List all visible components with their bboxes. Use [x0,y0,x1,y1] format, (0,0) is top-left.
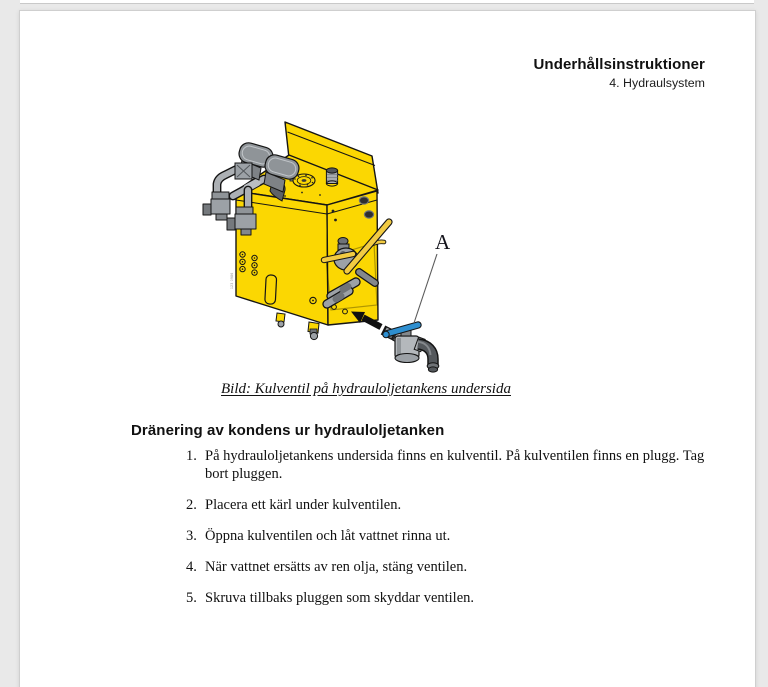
previous-page-edge [20,0,754,4]
instruction-step [186,527,716,545]
breather-cylinder [326,168,337,186]
instruction-step [186,558,716,576]
callout-leader-line [414,254,437,323]
doc-title: Underhållsinstruktioner [533,56,705,73]
step-number: 3. [186,528,197,544]
step-number: 4. [186,559,197,575]
document-page [19,10,756,687]
step-text: På hydrauloljetankens undersida finns en kulventil. På kulventilen finns en plugg. Tag bort pluggen. [205,448,705,482]
hydraulic-tank-illustration [185,108,475,375]
ball-valve [383,325,439,372]
doc-subtitle: 4. Hydraulsystem [609,76,705,90]
port-hole [364,211,373,218]
step-text: Skruva tillbaks pluggen som skyddar ventilen. [205,590,475,606]
callout-a [414,230,451,323]
section-heading: Dränering av kondens ur hydrauloljetanken [131,422,445,439]
page-header [534,56,706,90]
valve-block-1 [203,192,230,220]
part-number-text: 123 0986 [230,272,234,289]
instruction-step [186,496,716,514]
step-number: 5. [186,590,197,606]
step-text: När vattnet ersätts av ren olja, stäng ventilen. [205,559,468,575]
step-number: 2. [186,497,197,513]
callout-label: A [435,230,451,254]
step-text: Placera ett kärl under kulventilen. [205,497,402,513]
step-text: Öppna kulventilen och låt vattnet rinna ut. [205,528,451,544]
instruction-step [186,447,716,483]
instruction-step [186,589,716,607]
step-number: 1. [186,448,197,464]
instruction-list [186,447,716,620]
port-hole [359,197,368,204]
figure-caption: Bild: Kulventil på hydrauloljetankens undersida [221,381,511,397]
